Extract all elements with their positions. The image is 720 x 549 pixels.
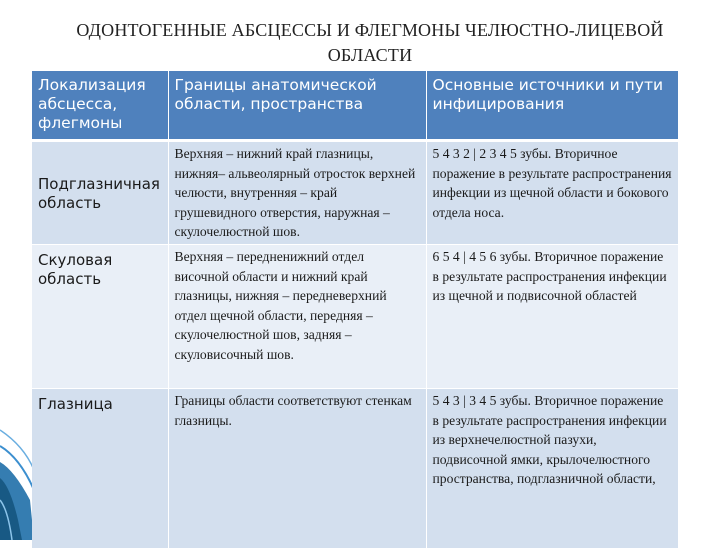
slide-title: ОДОНТОГЕННЫЕ АБСЦЕССЫ И ФЛЕГМОНЫ ЧЕЛЮСТНО-ЛИЦЕВОЙ ОБЛАСТИ bbox=[76, 20, 664, 65]
row-sources: 6 5 4 | 4 5 6 зубы. Вторичное поражение в результате распространения инфекции из щечной и подвисочной областей bbox=[426, 245, 678, 389]
row-sources: 5 4 3 2 | 2 3 4 5 зубы. Вторичное поражение в результате распространения инфекции из щечной области и бокового отдела носа. bbox=[426, 141, 678, 245]
table-row bbox=[32, 389, 678, 549]
table-row bbox=[32, 245, 678, 389]
row-location: Подглазничная область bbox=[32, 141, 168, 245]
row-boundaries: Верхняя – передненижний отдел височной области и нижний край глазницы, нижняя – передневерхний отдел щечной области, передняя – скулочелюстной шов, задняя – скуловисочный шов. bbox=[168, 245, 426, 389]
header-sources: Основные источники и пути инфицирования bbox=[426, 71, 678, 141]
table-row bbox=[32, 141, 678, 245]
row-location: Глазница bbox=[32, 389, 168, 549]
row-boundaries: Верхняя – нижний край глазницы, нижняя– альвеолярный отросток верхней челюсти, внутренняя – край грушевидного отверстия, наружная – скулочелюстной шов. bbox=[168, 141, 426, 245]
table-header-row bbox=[32, 71, 678, 141]
header-boundaries: Границы анатомической области, пространства bbox=[168, 71, 426, 141]
blue-wave-stripes-decoration bbox=[0, 0, 34, 540]
row-location: Скуловая область bbox=[32, 245, 168, 389]
row-sources: 5 4 3 | 3 4 5 зубы. Вторичное поражение в результате распространения инфекции из верхнечелюстной пазухи, подвисочной ямки, крылочелюстного пространства, подглазничной области, bbox=[426, 389, 678, 549]
row-boundaries: Границы области соответствуют стенкам глазницы. bbox=[168, 389, 426, 549]
header-localization: Локализация абсцесса, флегмоны bbox=[32, 71, 168, 141]
abscess-table bbox=[32, 71, 678, 549]
